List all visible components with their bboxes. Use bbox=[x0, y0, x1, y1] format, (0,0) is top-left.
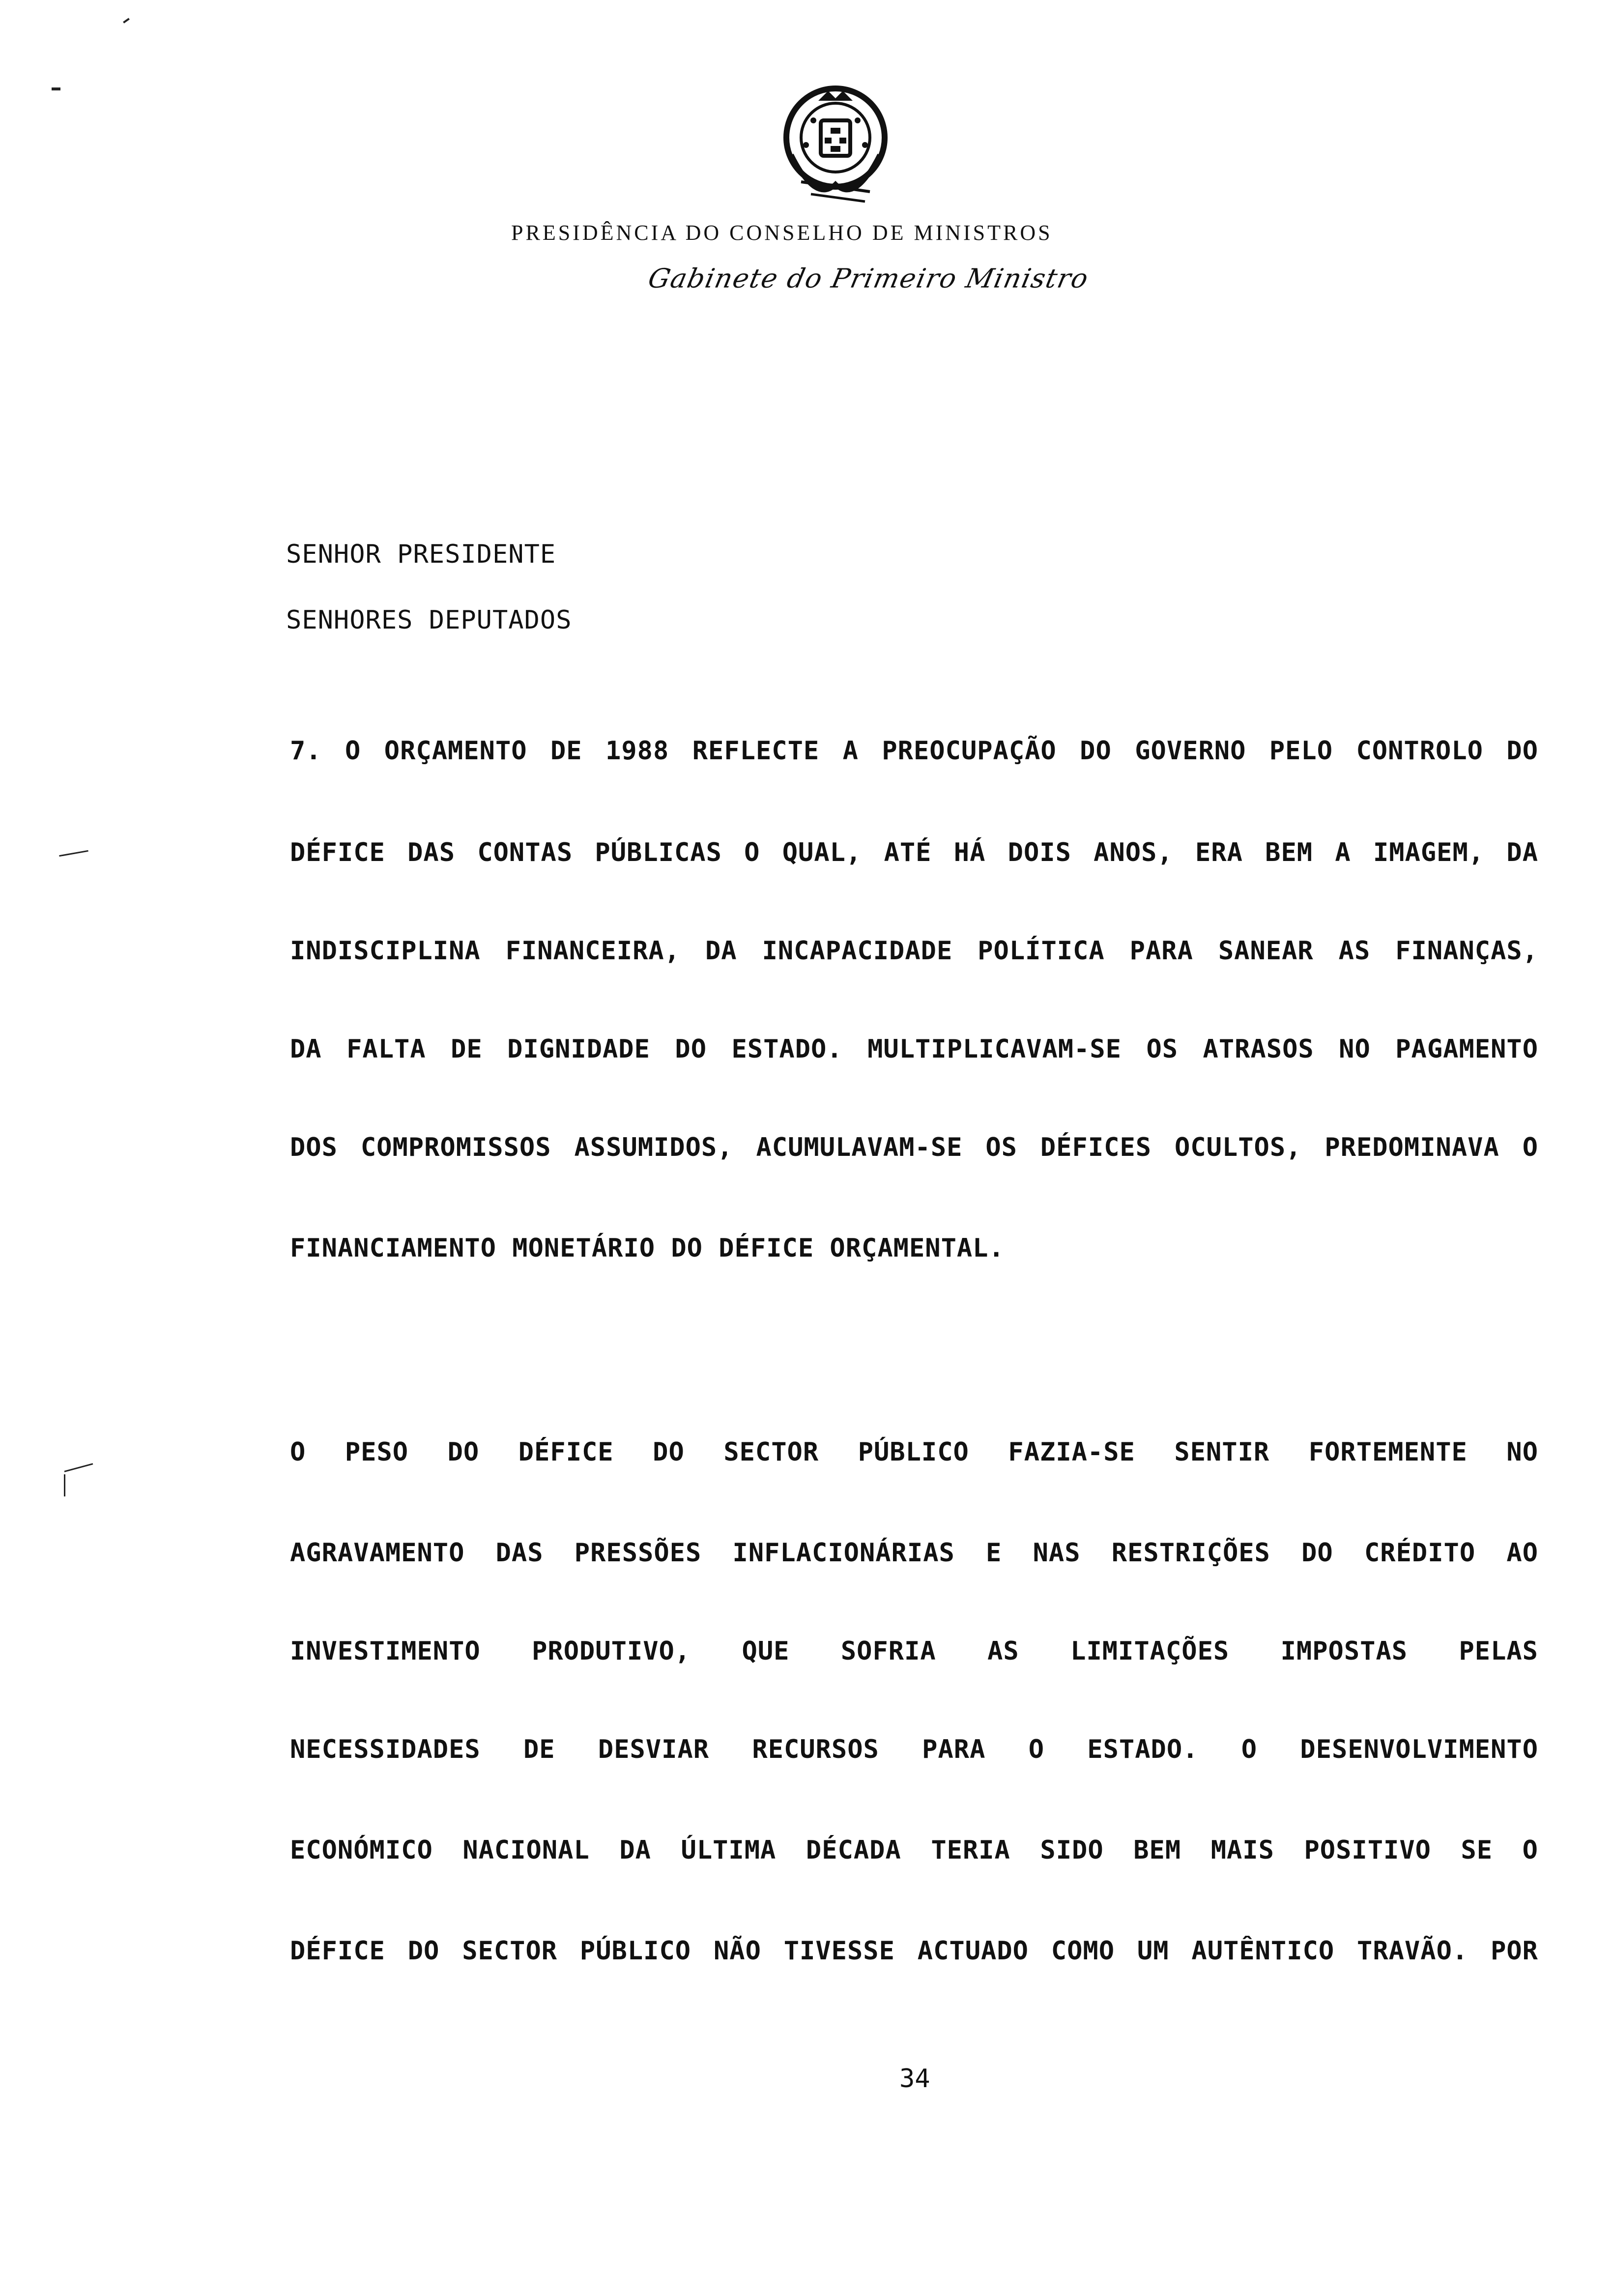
paragraph-line: DOS COMPROMISSOS ASSUMIDOS, ACUMULAVAM-SE OS DÉFICES OCULTOS, PREDOMINAVA O bbox=[290, 1133, 1538, 1162]
paragraph-line: ECONÓMICO NACIONAL DA ÚLTIMA DÉCADA TERIA SIDO BEM MAIS POSITIVO SE O bbox=[290, 1836, 1538, 1865]
scan-mark bbox=[59, 850, 88, 857]
scan-mark bbox=[52, 87, 60, 90]
paragraph-line: O PESO DO DÉFICE DO SECTOR PÚBLICO FAZIA-SE SENTIR FORTEMENTE NO bbox=[290, 1437, 1538, 1467]
salutation-line: SENHORES DEPUTADOS bbox=[286, 605, 572, 635]
paragraph-line: DÉFICE DAS CONTAS PÚBLICAS O QUAL, ATÉ HÁ DOIS ANOS, ERA BEM A IMAGEM, DA bbox=[290, 838, 1538, 867]
page-number: 34 bbox=[899, 2064, 930, 2094]
organization-name: PRESIDÊNCIA DO CONSELHO DE MINISTROS bbox=[511, 221, 1053, 245]
paragraph-line: 7. O ORÇAMENTO DE 1988 REFLECTE A PREOCUPAÇÃO DO GOVERNO PELO CONTROLO DO bbox=[290, 736, 1538, 766]
scan-mark bbox=[64, 1463, 93, 1472]
paragraph-line: NECESSIDADES DE DESVIAR RECURSOS PARA O ESTADO. O DESENVOLVIMENTO bbox=[290, 1735, 1538, 1764]
paragraph-line: INVESTIMENTO PRODUTIVO, QUE SOFRIA AS LIMITAÇÕES IMPOSTAS PELAS bbox=[290, 1636, 1538, 1666]
paragraph-line: DA FALTA DE DIGNIDADE DO ESTADO. MULTIPLICAVAM-SE OS ATRASOS NO PAGAMENTO bbox=[290, 1034, 1538, 1064]
portuguese-coat-of-arms-icon bbox=[772, 81, 899, 214]
paragraph-line: FINANCIAMENTO MONETÁRIO DO DÉFICE ORÇAMENTAL. bbox=[290, 1234, 1005, 1263]
salutation-line: SENHOR PRESIDENTE bbox=[286, 540, 556, 569]
paragraph-line: DÉFICE DO SECTOR PÚBLICO NÃO TIVESSE ACTUADO COMO UM AUTÊNTICO TRAVÃO. POR bbox=[290, 1936, 1538, 1966]
paragraph-line: AGRAVAMENTO DAS PRESSÕES INFLACIONÁRIAS E NAS RESTRIÇÕES DO CRÉDITO AO bbox=[290, 1538, 1538, 1568]
scan-mark bbox=[64, 1474, 65, 1496]
scan-mark bbox=[123, 18, 130, 23]
office-name: Gabinete do Primeiro Ministro bbox=[645, 263, 1092, 294]
paragraph-line: INDISCIPLINA FINANCEIRA, DA INCAPACIDADE POLÍTICA PARA SANEAR AS FINANÇAS, bbox=[290, 936, 1538, 966]
